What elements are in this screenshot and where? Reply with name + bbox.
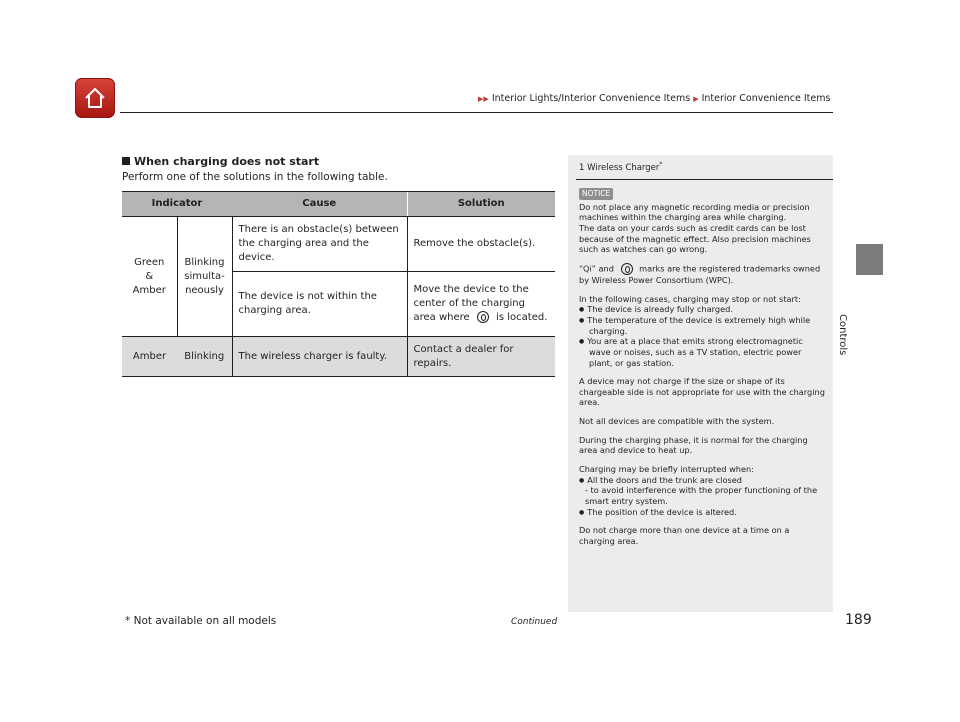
solution-cell: Remove the obstacle(s).	[407, 217, 555, 272]
sidebar-paragraph	[579, 263, 825, 286]
breadcrumb-arrow-icon: ▶▶	[478, 95, 489, 103]
solution-text: Move the device to the center of the charging area where	[413, 284, 529, 323]
breadcrumb	[478, 93, 830, 104]
indicator-color: Amber	[122, 337, 177, 377]
sidebar-paragraph: During the charging phase, it is normal for the charging area and device to heat up.	[579, 434, 808, 456]
home-icon	[83, 86, 107, 110]
cause-cell: The wireless charger is faulty.	[232, 337, 407, 377]
section-tab[interactable]	[856, 244, 883, 275]
table-row	[122, 337, 555, 377]
table-row	[122, 217, 555, 272]
indicator-color: Green & Amber	[122, 217, 177, 337]
section-tab-label: Controls	[837, 314, 848, 356]
breadcrumb-arrow-icon: ▶	[693, 95, 699, 103]
footnote: * Not available on all models	[125, 615, 277, 627]
sidebar-paragraph	[579, 464, 825, 517]
trademark-text: “Qi” and	[579, 263, 614, 274]
list-item: ● You are at a place that emits strong electromagnetic wave or noises, such as a TV station, electric power plant, or gas station.	[579, 336, 825, 368]
list-subitem: - to avoid interference with the proper functioning of the smart entry system.	[585, 485, 818, 507]
sidebar-notes	[568, 155, 833, 612]
heading-square-icon	[122, 157, 130, 165]
breadcrumb-item[interactable]: Interior Lights/Interior Convenience Items	[491, 93, 691, 104]
sidebar-text: Charging may be briefly interrupted when:	[579, 464, 754, 475]
sidebar-title-text[interactable]: Wireless Charger	[587, 162, 660, 173]
breadcrumb-item[interactable]: Interior Convenience Items	[701, 93, 831, 104]
section-heading	[122, 155, 319, 168]
indicator-state: Blinking	[177, 337, 232, 377]
list-item: ● All the doors and the trunk are closed	[579, 475, 825, 486]
list-item: ● The position of the device is altered.	[579, 507, 825, 518]
column-header: Cause	[232, 192, 407, 217]
list-item: ● The device is already fully charged.	[579, 304, 825, 315]
cause-cell: The device is not within the charging area.	[232, 272, 407, 337]
solution-cell: Contact a dealer for repairs.	[407, 337, 555, 377]
sidebar-paragraph: A device may not charge if the size or shape of its chargeable side is not appropriate for use with the charging area.	[579, 376, 825, 408]
column-header: Indicator	[122, 192, 232, 217]
continued-label: Continued	[511, 617, 558, 627]
qi-logo-icon	[621, 263, 633, 275]
sidebar-ref-icon: 1	[579, 162, 585, 173]
sidebar-paragraph: Not all devices are compatible with the system.	[579, 416, 775, 427]
home-button[interactable]	[75, 78, 115, 118]
sidebar-paragraph: Do not charge more than one device at a time on a charging area.	[579, 525, 790, 547]
sidebar-paragraph	[579, 294, 825, 369]
sidebar-title	[576, 161, 833, 180]
solution-cell	[407, 272, 555, 337]
notice-badge: NOTICE	[579, 188, 613, 200]
troubleshooting-table	[122, 191, 555, 377]
table-header-row	[122, 192, 555, 217]
solution-text: is located.	[496, 312, 548, 323]
section-intro: Perform one of the solutions in the following table.	[122, 171, 388, 183]
header-rule	[120, 112, 833, 113]
section-heading-text: When charging does not start	[134, 155, 320, 168]
trademark-text: marks are the registered trademarks owned by Wireless Power Consortium (WPC).	[579, 263, 821, 285]
qi-logo-icon	[477, 311, 489, 323]
sidebar-text: In the following cases, charging may stop or not start:	[579, 293, 801, 304]
page-number: 189	[845, 612, 872, 628]
column-header: Solution	[407, 192, 555, 217]
indicator-state: Blinking simulta- neously	[177, 217, 232, 337]
cause-cell: There is an obstacle(s) between the charging area and the device.	[232, 217, 407, 272]
list-item: ● The temperature of the device is extremely high while charging.	[579, 315, 825, 336]
footnote-mark: *	[659, 161, 663, 168]
sidebar-paragraph: The data on your cards such as credit cards can be lost because of the magnetic effect. Also precision machines such as watches can go wrong.	[579, 222, 811, 255]
notice-text: Do not place any magnetic recording media or precision machines within the charging area while charging.	[579, 201, 810, 223]
